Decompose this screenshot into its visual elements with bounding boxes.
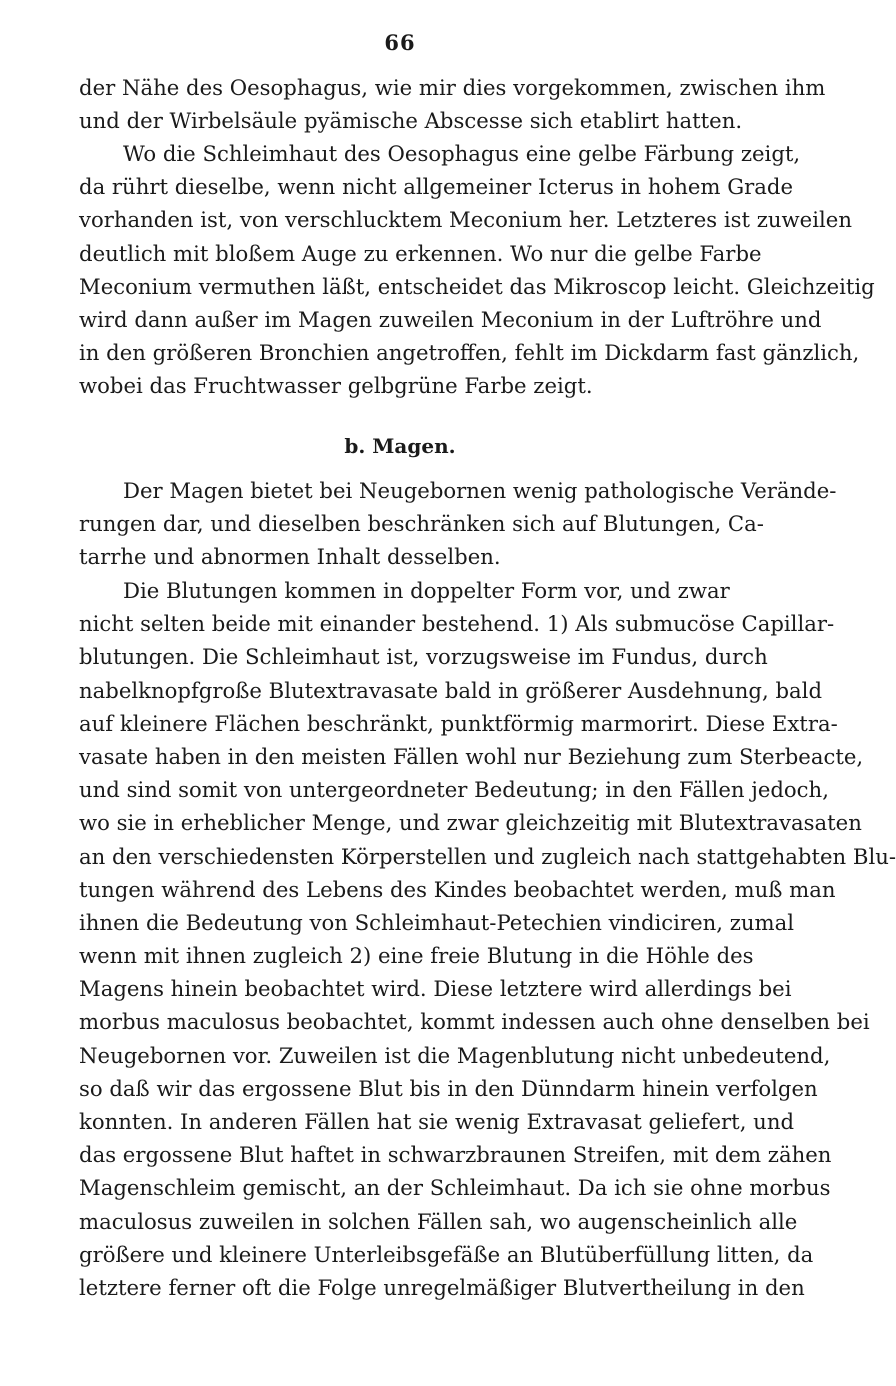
text-line: der Nähe des Oesophagus, wie mir dies vorgekommen, zwischen ihm — [79, 75, 826, 100]
paragraph-2 — [79, 137, 875, 403]
text-line: vasate haben in den meisten Fällen wohl nur Beziehung zum Sterbeacte, — [79, 743, 864, 769]
text-line: in den größeren Bronchien angetroffen, fehlt im Dickdarm fast gänzlich, — [79, 340, 860, 366]
text-line: an den verschiedensten Körperstellen und zugleich nach stattgehabten Blu- — [79, 843, 896, 869]
text-line: größere und kleinere Unterleibsgefäße an Blutüberfüllung litten, da — [79, 1241, 814, 1267]
text-line: Die Blutungen kommen in doppelter Form vor, und zwar — [123, 578, 730, 603]
text-line: wenn mit ihnen zugleich 2) eine freie Blutung in die Höhle des — [79, 943, 754, 969]
text-line: nabelknopfgroße Blutextravasate bald in größerer Ausdehnung, bald — [79, 677, 823, 703]
text-line: da rührt dieselbe, wenn nicht allgemeiner Icterus in hohem Grade — [79, 174, 794, 200]
text-line: wobei das Fruchtwasser gelbgrüne Farbe zeigt. — [79, 373, 593, 399]
text-line: und sind somit von untergeordneter Bedeutung; in den Fällen jedoch, — [79, 777, 829, 803]
page-number: 66 — [384, 30, 416, 55]
text-line: Neugebornen vor. Zuweilen ist die Magenblutung nicht unbedeutend, — [79, 1042, 831, 1068]
text-line: nicht selten beide mit einander bestehend. 1) Als submucöse Capillar- — [79, 611, 835, 637]
text-line: Der Magen bietet bei Neugebornen wenig pathologische Verände- — [123, 478, 837, 503]
text-line: wird dann außer im Magen zuweilen Meconium in der Luftröhre und — [79, 306, 822, 332]
text-line: konnten. In anderen Fällen hat sie wenig Extravasat geliefert, und — [79, 1109, 795, 1134]
text-line: Magenschleim gemischt, an der Schleimhaut. Da ich sie ohne morbus — [79, 1175, 831, 1201]
text-line: blutungen. Die Schleimhaut ist, vorzugsweise im Fundus, durch — [79, 644, 768, 670]
text-line: tarrhe und abnormen Inhalt desselben. — [79, 544, 501, 570]
paragraph-4 — [79, 574, 896, 1304]
text-line: Wo die Schleimhaut des Oesophagus eine gelbe Färbung zeigt, — [123, 141, 801, 166]
text-line: auf kleinere Flächen beschränkt, punktförmig marmorirt. Diese Extra- — [79, 710, 838, 736]
text-line: vorhanden ist, von verschlucktem Meconium her. Letzteres ist zuweilen — [79, 207, 852, 233]
text-line: das ergossene Blut haftet in schwarzbraunen Streifen, mit dem zähen — [79, 1142, 832, 1168]
text-line: tungen während des Lebens des Kindes beobachtet werden, muß man — [79, 876, 836, 902]
paragraph-1 — [79, 71, 826, 137]
text-line: rungen dar, und dieselben beschränken sich auf Blutungen, Ca- — [79, 511, 764, 537]
text-line: Magens hinein beobachtet wird. Diese letztere wird allerdings bei — [79, 976, 792, 1002]
text-line: morbus maculosus beobachtet, kommt indessen auch ohne denselben bei — [79, 1009, 870, 1035]
paragraph-3 — [79, 474, 837, 574]
text-line: ihnen die Bedeutung von Schleimhaut-Petechien vindiciren, zumal — [79, 909, 795, 935]
text-line: maculosus zuweilen in solchen Fällen sah, wo augenscheinlich alle — [79, 1208, 798, 1234]
text-line: Meconium vermuthen läßt, entscheidet das Mikroscop leicht. Gleichzeitig — [79, 273, 875, 299]
text-line: so daß wir das ergossene Blut bis in den Dünndarm hinein verfolgen — [79, 1075, 818, 1101]
text-line: und der Wirbelsäule pyämische Abscesse sich etablirt hatten. — [79, 108, 743, 134]
text-line: letztere ferner oft die Folge unregelmäßiger Blutvertheilung in den — [79, 1274, 805, 1300]
section-heading: b. Magen. — [344, 434, 456, 458]
text-line: wo sie in erheblicher Menge, und zwar gleichzeitig mit Blutextravasaten — [79, 810, 862, 836]
text-line: deutlich mit bloßem Auge zu erkennen. Wo nur die gelbe Farbe — [79, 240, 762, 266]
